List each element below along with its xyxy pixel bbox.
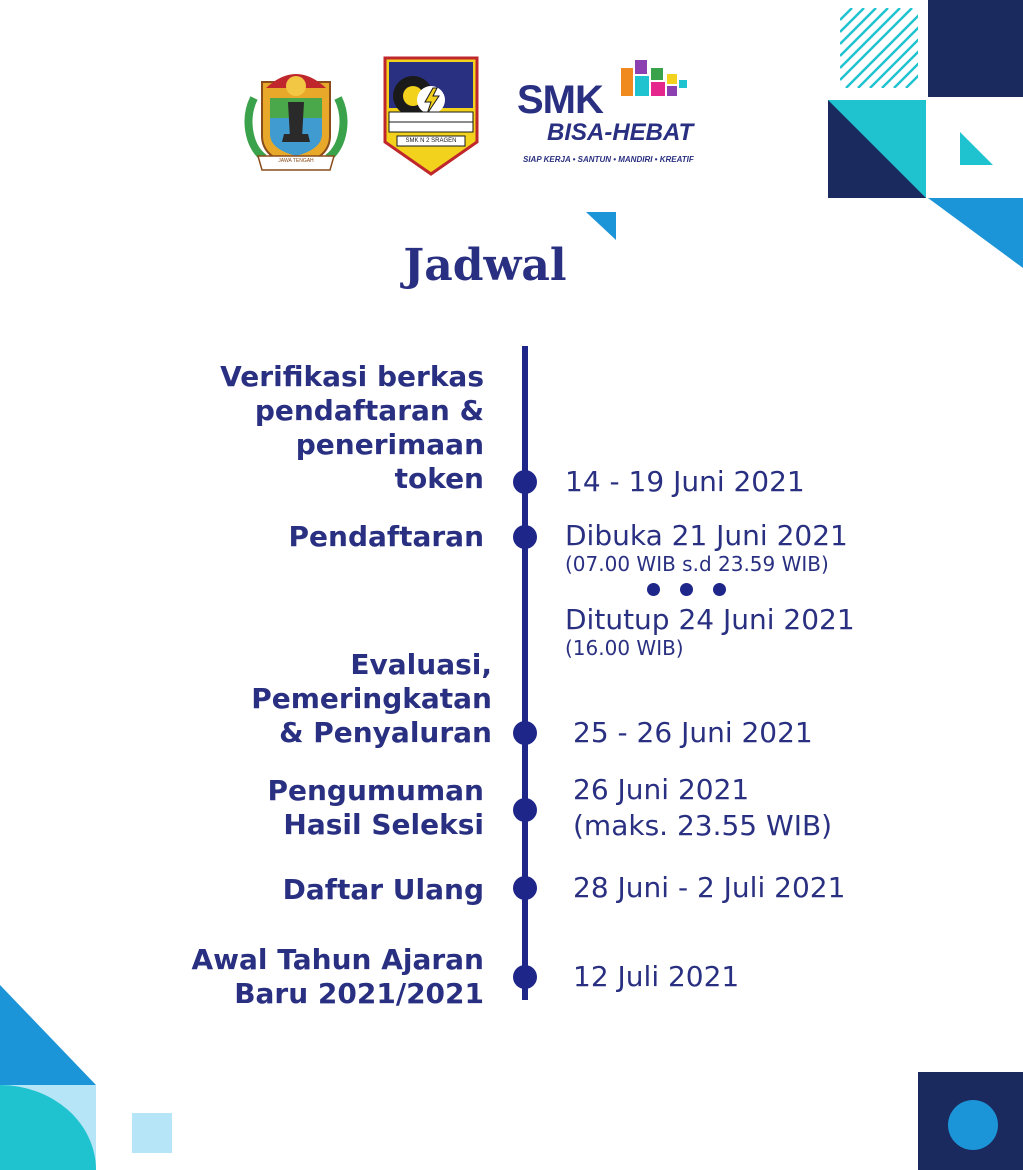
- schedule-date-daftar-ulang: 28 Juni - 2 Juli 2021: [573, 871, 846, 904]
- schedule-date-evaluasi: 25 - 26 Juni 2021: [573, 716, 813, 749]
- timeline-dot: [513, 721, 537, 745]
- ellipsis-dot: [647, 583, 660, 596]
- schedule-label-pengumuman: Pengumuman Hasil Seleksi: [267, 774, 484, 841]
- page-title: Jadwal: [403, 240, 567, 291]
- schedule-date-tahun-ajaran: 12 Juli 2021: [573, 960, 740, 993]
- timeline-dot: [513, 798, 537, 822]
- timeline-dot: [513, 525, 537, 549]
- schedule-date-pendaftaran-close: Ditutup 24 Juni 2021: [565, 603, 855, 636]
- bottom-right-decoration: [918, 1072, 1023, 1170]
- smk-n2-sragen-school-logo: [383, 56, 479, 176]
- schedule-date-verifikasi: 14 - 19 Juni 2021: [565, 465, 805, 498]
- jawa-tengah-ribbon-text: JAWA TENGAH: [278, 158, 314, 164]
- smk-pixel-icon: [621, 60, 691, 120]
- small-triangle-decoration: [586, 212, 618, 242]
- ellipsis-dot: [713, 583, 726, 596]
- ellipsis-dot: [680, 583, 693, 596]
- school-ribbon-text: SMK N 2 SRAGEN: [405, 138, 457, 144]
- schedule-note-pengumuman: (maks. 23.55 WIB): [573, 809, 833, 842]
- timeline-line: [522, 346, 528, 1000]
- bottom-left-decoration: [0, 985, 180, 1170]
- schedule-label-daftar-ulang: Daftar Ulang: [282, 873, 484, 906]
- timeline-dot: [513, 965, 537, 989]
- schedule-note-pendaftaran-open: (07.00 WIB s.d 23.59 WIB): [565, 552, 829, 576]
- schedule-note-pendaftaran-close: (16.00 WIB): [565, 636, 684, 660]
- schedule-date-pendaftaran-open: Dibuka 21 Juni 2021: [565, 519, 848, 552]
- smk-logo-main-text: SMK: [517, 78, 603, 122]
- smk-logo-sub-text: BISA-HEBAT: [547, 119, 694, 146]
- smk-bisa-hebat-logo: [517, 60, 697, 175]
- timeline-dot: [513, 876, 537, 900]
- schedule-label-pendaftaran: Pendaftaran: [288, 520, 484, 553]
- schedule-label-tahun-ajaran: Awal Tahun Ajaran Baru 2021/2021: [191, 943, 484, 1010]
- smk-logo-tagline: SIAP KERJA • SANTUN • MANDIRI • KREATIF: [523, 155, 694, 164]
- schedule-label-verifikasi: Verifikasi berkas pendaftaran & penerimaan token: [220, 360, 484, 495]
- schedule-label-evaluasi: Evaluasi, Pemeringkatan & Penyaluran: [251, 648, 492, 749]
- top-right-decoration: [820, 0, 1023, 270]
- schedule-date-pengumuman: 26 Juni 2021: [573, 773, 750, 806]
- timeline-dot: [513, 470, 537, 494]
